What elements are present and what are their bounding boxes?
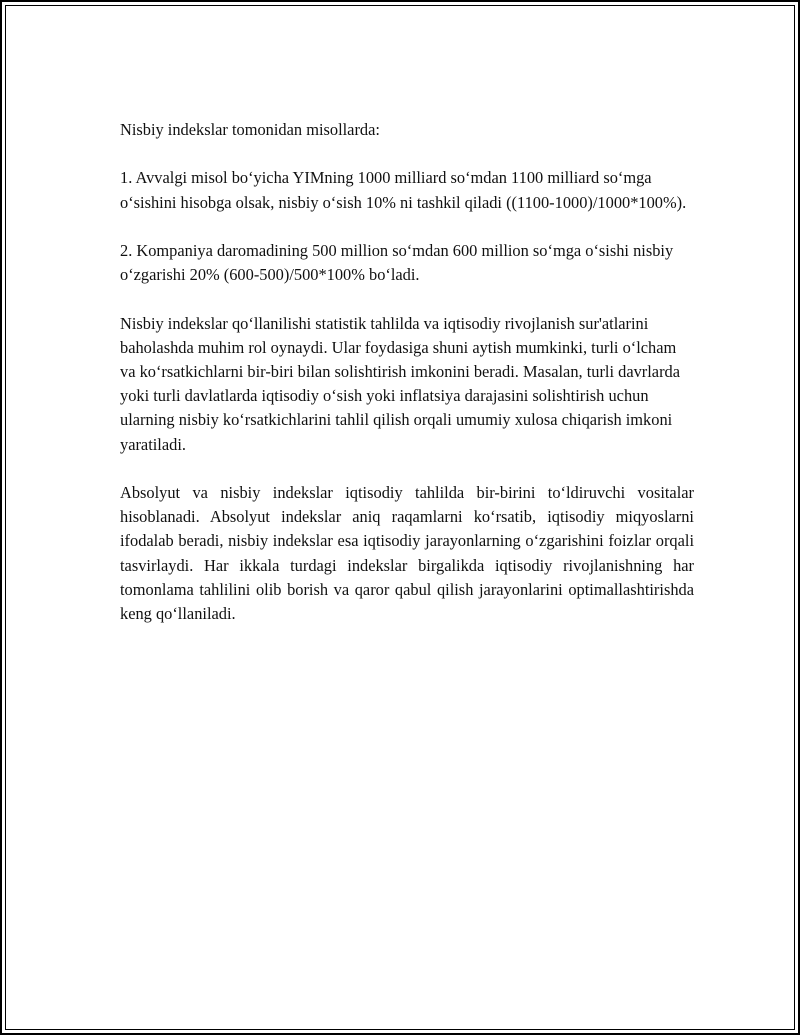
- example-item-1: 1. Avvalgi misol bo‘yicha YIMning 1000 milliard so‘mdan 1100 milliard so‘mga o‘sishini hisobga olsak, nisbiy o‘sish 10% ni tashkil qiladi ((1100-1000)/1000*100%).: [120, 168, 687, 212]
- usage-paragraph: Nisbiy indekslar qo‘llanilishi statistik tahlilda va iqtisodiy rivojlanish sur'atlarini baholashda muhim rol oynaydi. Ular foydasiga shuni aytish mumkinki, turli o‘lcham va ko‘rsatkichlarni bir-biri bilan solishtirish imkonini beradi. Masalan, turli davrlarda yoki turli davlatlarda iqtisodiy o‘sish yoki inflatsiya darajasini solishtirish uchun ularning nisbiy ko‘rsatkichlarini tahlil qilish orqali umumiy xulosa chiqarish imkoni yaratiladi.: [120, 313, 681, 454]
- document-body: [120, 118, 694, 650]
- section-heading: Nisbiy indekslar tomonidan misollarda:: [120, 120, 380, 139]
- conclusion-paragraph: Absolyut va nisbiy indekslar iqtisodiy tahlilda bir-birini to‘ldiruvchi vositalar hisoblanadi. Absolyut indekslar aniq raqamlarni ko‘rsatib, iqtisodiy miqyoslarni ifodalab beradi, nisbiy indekslar esa iqtisodiy jarayonlarning o‘zgarishini foizlar orqali tasvirlaydi. Har ikkala turdagi indekslar birgalikda iqtisodiy rivojlanishning har tomonlama tahlilini olib borish va qaror qabul qilish jarayonlarini optimallashtirishda keng qo‘llaniladi.: [120, 482, 694, 623]
- example-item-2: 2. Kompaniya daromadining 500 million so‘mdan 600 million so‘mga o‘sishi nisbiy o‘zgarishi 20% (600-500)/500*100% bo‘ladi.: [120, 240, 674, 285]
